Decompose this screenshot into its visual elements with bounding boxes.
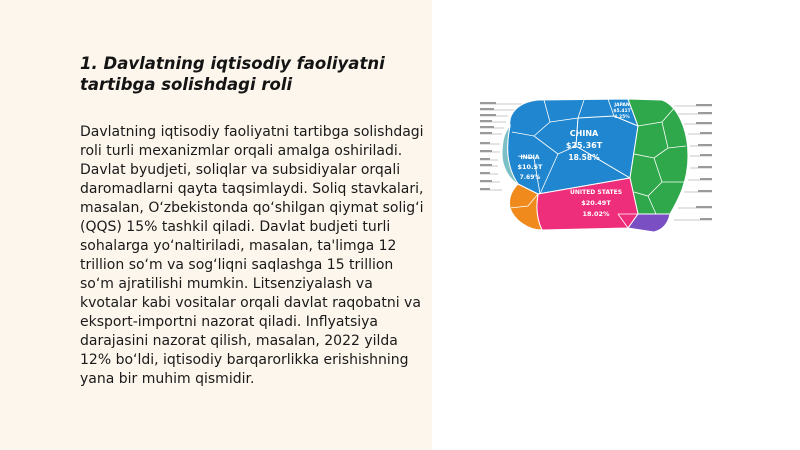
india-share: 7.69% [519, 174, 541, 181]
india-label: INDIA [520, 154, 540, 161]
china-value: $25.36T [565, 141, 603, 150]
china-share: 18.58% [568, 153, 600, 162]
voronoi-chart-svg [478, 96, 714, 236]
europe-region [628, 99, 688, 214]
left-leader-labels [480, 102, 496, 190]
gdp-voronoi-chart [478, 96, 714, 236]
japan-share: 4.25% [614, 115, 630, 120]
united-states-label: UNITED STATES [569, 189, 623, 196]
japan-value: $5.41T [613, 109, 631, 114]
united-states-share: 18.02% [582, 210, 610, 218]
right-leader-labels [696, 104, 712, 220]
japan-label: JAPAN [614, 103, 630, 108]
slide-title: 1. Davlatning iqtisodiy faoliyatni tartibga solishdagi roli [80, 54, 385, 94]
united-states-value: $20.49T [581, 199, 611, 207]
india-value: $10.5T [517, 163, 543, 171]
china-label: CHINA [569, 129, 599, 138]
slide-body-text: Davlatning iqtisodiy faoliyatni tartibga solishdagi roli turli mexanizmlar orqali amalga oshiriladi. Davlat byudjeti, soliqlar va subsidiyalar orqali daromadlarni qayta taqsimlaydi. Soliq stavkalari, masalan, O‘zbekistonda qo‘shilgan qiymat solig‘i (QQS) 15% tashkil qiladi. Davlat budjeti turli sohalarga yo‘naltiriladi, masalan, ta'limga 12 trillion so‘m va sog‘liqni saqlashga 15 trillion so‘m ajratilishi mumkin. Litsenziyalash va kvotalar kabi vositalar orqali davlat raqobatni va eksport-importni nazorat qiladi. Inflyatsiya darajasini nazorat qilish, masalan, 2022 yilda 12% bo‘ldi, iqtisodiy barqarorlikka erishishning yana bir muhim qismidir. [80, 124, 424, 387]
